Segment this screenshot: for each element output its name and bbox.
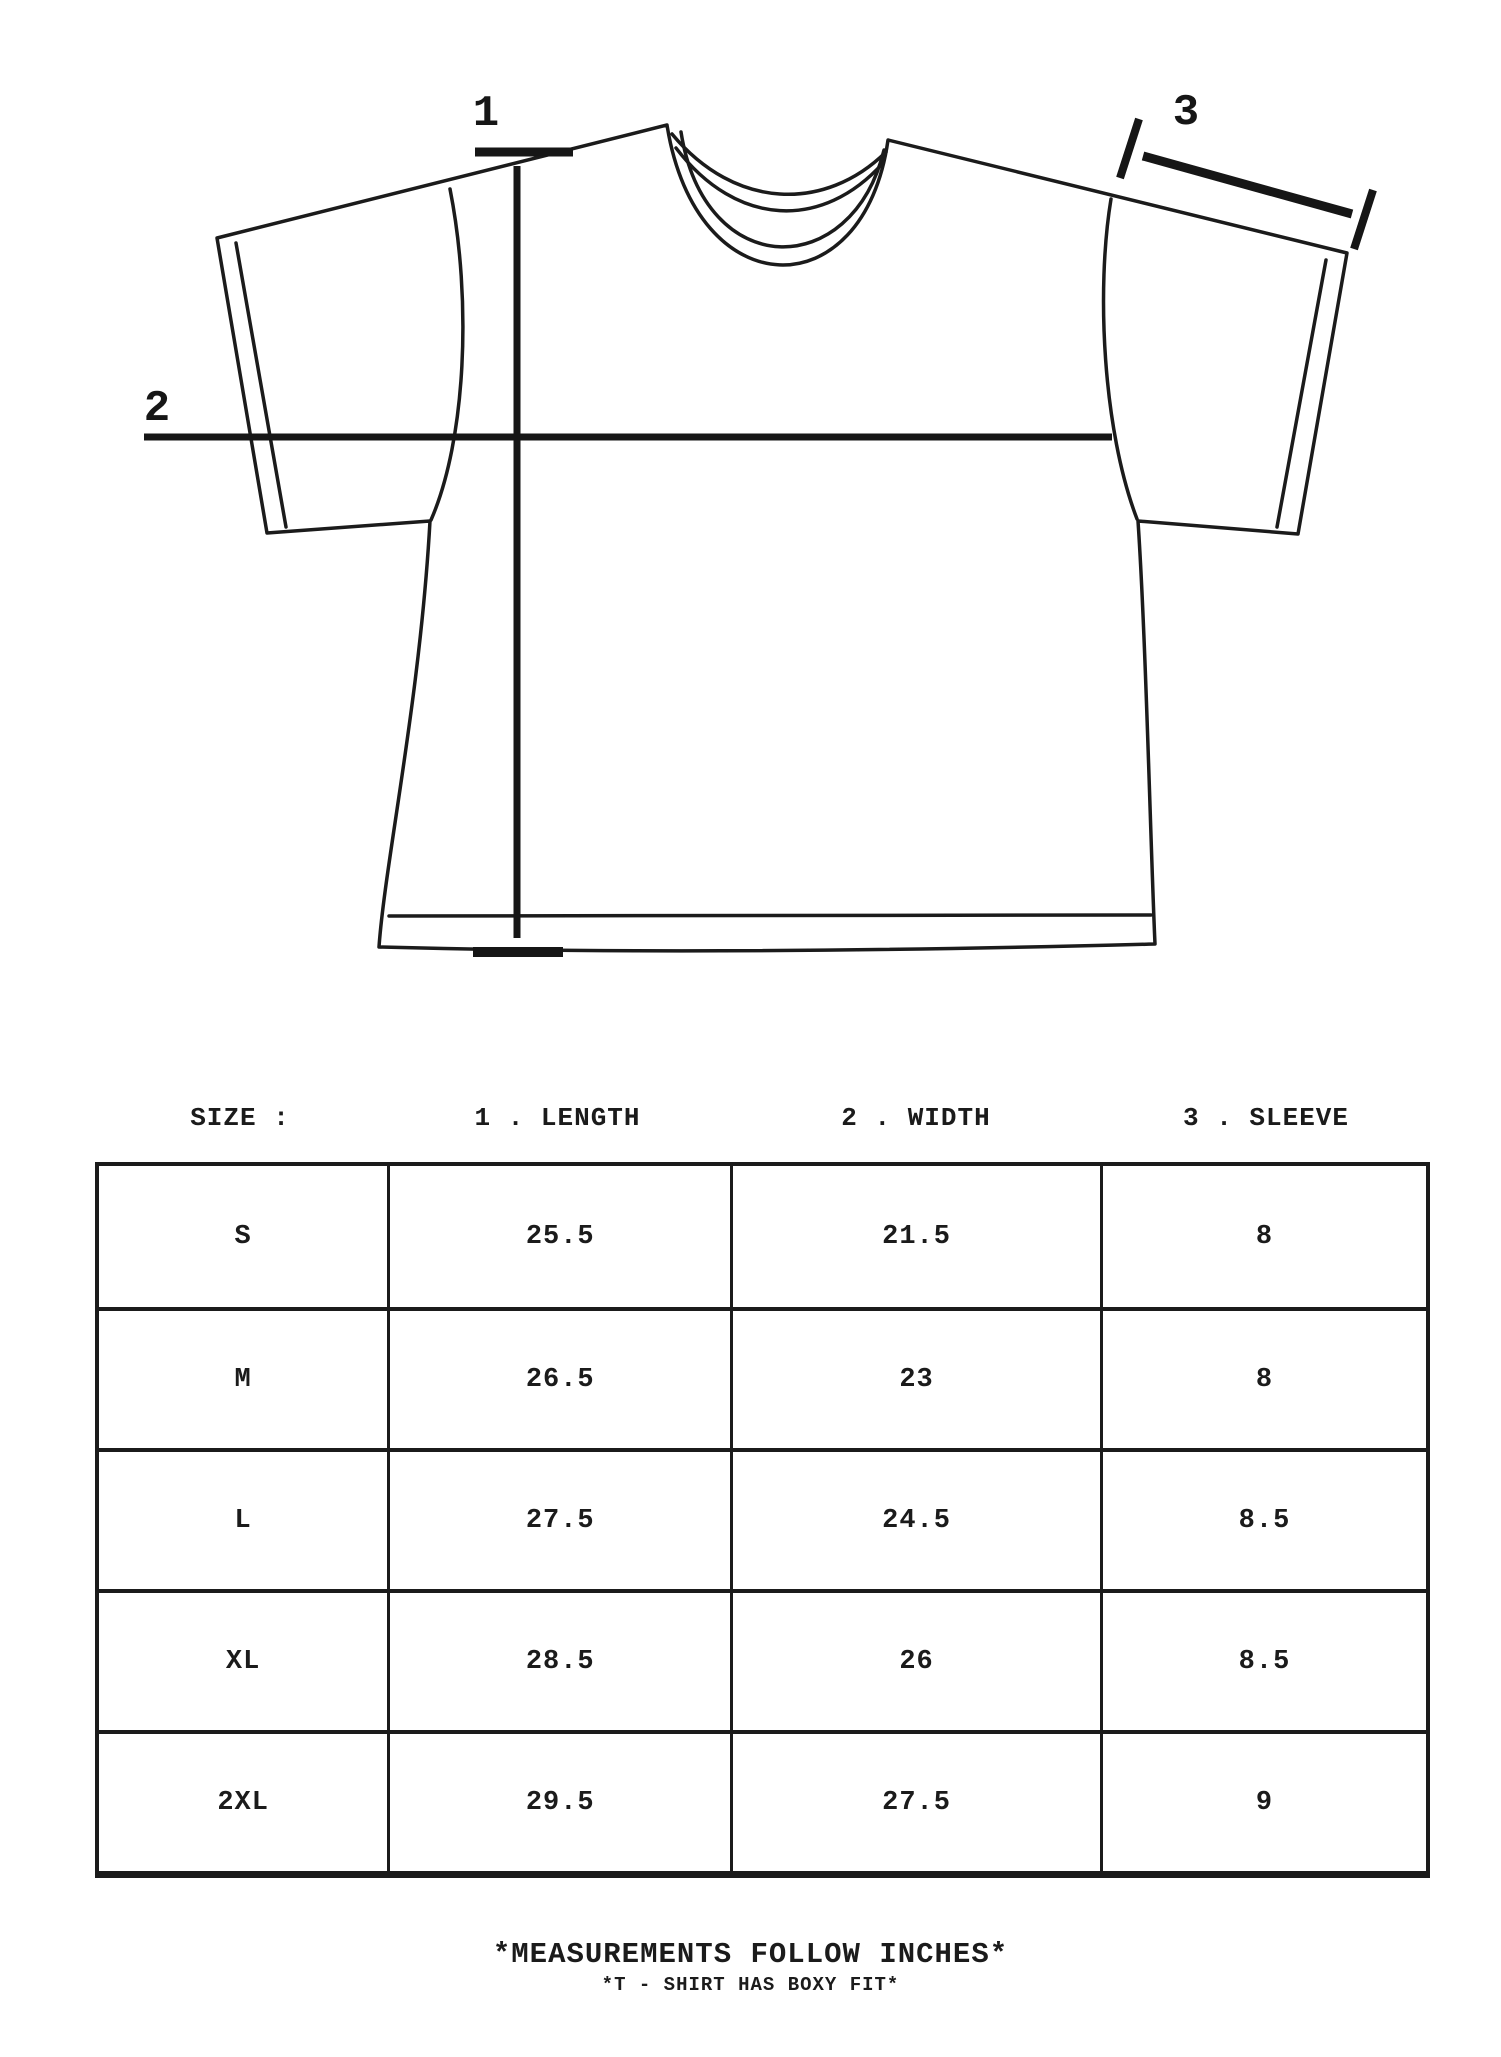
cell-length: 25.5 [387, 1166, 730, 1307]
length-measure-label: 1 [472, 89, 500, 139]
cell-sleeve: 8 [1100, 1166, 1426, 1307]
header-width: 2 . WIDTH [841, 1103, 991, 1133]
size-table-header-row [95, 1098, 1430, 1138]
cell-width: 23 [730, 1311, 1100, 1448]
cell-size: L [234, 1505, 252, 1536]
table-row-s [99, 1166, 1426, 1307]
cell-length: 28.5 [387, 1593, 730, 1730]
table-row-2xl [99, 1730, 1426, 1871]
sleeve-measure-end-tick [1354, 190, 1373, 249]
cell-sleeve: 8.5 [1100, 1452, 1426, 1589]
footnote-measurements-inches: *MEASUREMENTS FOLLOW INCHES* [492, 1938, 1009, 1971]
footnote-boxy-fit: *T - SHIRT HAS BOXY FIT* [601, 1974, 900, 1996]
table-row-l [99, 1448, 1426, 1589]
header-sleeve: 3 . SLEEVE [1182, 1103, 1350, 1133]
cell-length: 26.5 [387, 1311, 730, 1448]
width-measure-label: 2 [143, 384, 171, 434]
sleeve-measure-label: 3 [1172, 88, 1200, 138]
cell-width: 27.5 [730, 1734, 1100, 1871]
cell-sleeve: 8.5 [1100, 1593, 1426, 1730]
sleeve-measure-line [1143, 156, 1352, 214]
cell-length: 29.5 [387, 1734, 730, 1871]
cell-size: S [234, 1221, 252, 1252]
tshirt-outline [217, 125, 1347, 951]
table-row-xl [99, 1589, 1426, 1730]
cell-sleeve: 8 [1100, 1311, 1426, 1448]
cell-length: 27.5 [387, 1452, 730, 1589]
cell-size: XL [225, 1646, 261, 1677]
sleeve-measure-start-tick [1120, 119, 1139, 178]
cell-sleeve: 9 [1100, 1734, 1426, 1871]
cell-size: M [234, 1364, 252, 1395]
cell-width: 21.5 [730, 1166, 1100, 1307]
header-length: 1 . LENGTH [474, 1103, 641, 1133]
cell-width: 26 [730, 1593, 1100, 1730]
table-row-m [99, 1307, 1426, 1448]
header-size: SIZE : [190, 1103, 290, 1133]
cell-size: 2XL [217, 1787, 269, 1818]
bottom-hem-stitch-line [389, 915, 1151, 916]
size-table [95, 1162, 1430, 1878]
collar-back-curve-outer [672, 134, 886, 194]
cell-width: 24.5 [730, 1452, 1100, 1589]
